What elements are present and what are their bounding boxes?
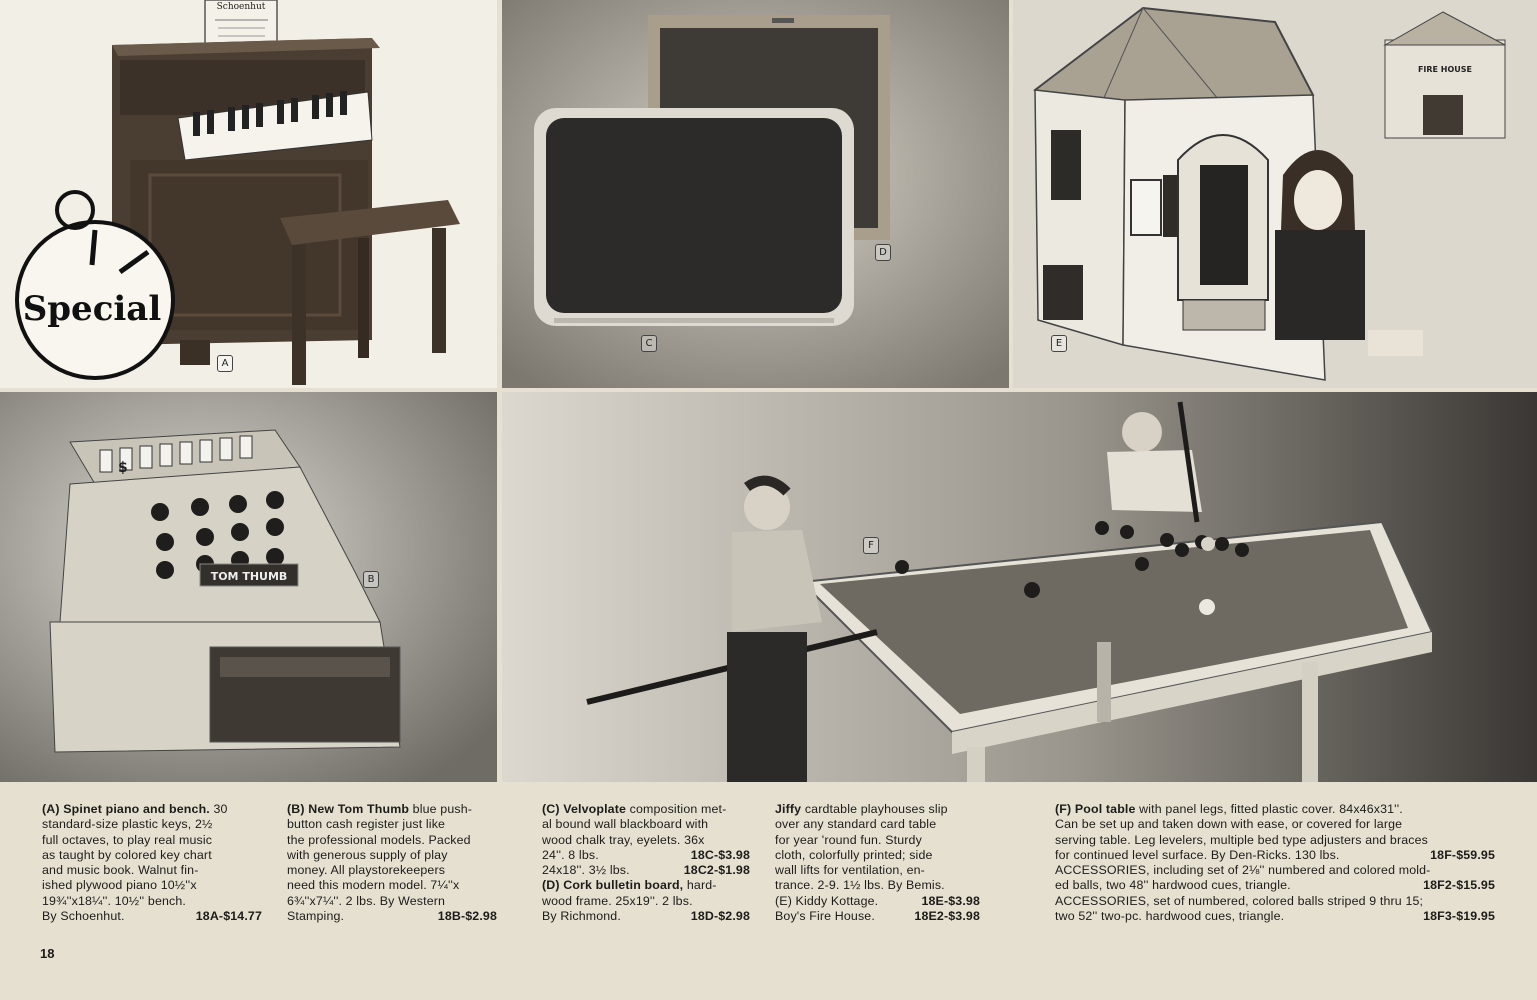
copy-column-b-register [287,802,497,924]
photo-c-label: C [641,335,657,352]
copy-c-line: al bound wall blackboard with [542,817,709,832]
copy-a-line: standard-size plastic keys, 2½ [42,817,213,832]
copy-e-line: over any standard card table [775,817,937,832]
copy-f2-price-line: ed balls, two 48'' hardwood cues, triangle. 18F2-$15.95 [1055,878,1495,893]
dollar-key: $ [118,460,128,476]
copy-f-line: serving table. Leg levelers, multiple bed type adjusters and braces [1055,832,1429,847]
copy-e2-price-line: Boy's Fire House. 18E2-$3.98 [775,909,980,924]
special-badge-text: Special [22,289,162,329]
copy-e-price-line: (E) Kiddy Kottage. 18E-$3.98 [775,893,980,908]
copy-a-line: full octaves, to play real music [42,832,213,847]
photo-e-label: E [1051,335,1067,352]
price-18e2: 18E2-$3.98 [914,909,980,924]
copy-d-line-0: (D) Cork bulletin board, hard- [542,878,717,893]
copy-column-cd-boards [542,802,750,924]
copy-column-f-pool-table [1055,802,1495,924]
copy-a-price-line: By Schoenhut. 18A-$14.77 [42,909,262,924]
photo-e-playhouse [1013,0,1537,388]
photo-b-cash-register [0,392,497,782]
photo-f-label: F [863,537,879,554]
pool-table-illustration [502,392,1537,782]
copy-b-line-0: (B) New Tom Thumb blue push- [287,802,473,816]
copy-e-line: wall lifts for ventilation, en- [775,863,925,878]
copy-c-price-line: 24''. 8 lbs. 18C-$3.98 [542,847,750,862]
copy-c2-price-line: 24x18''. 3½ lbs. 18C2-$1.98 [542,863,750,878]
price-18c2: 18C2-$1.98 [683,863,750,878]
copy-f-price-line: for continued level surface. By Den-Ricks. 130 lbs. 18F-$59.95 [1055,847,1495,862]
copy-e-line-0: Jiffy cardtable playhouses slip [775,802,948,816]
copy-b-price-line: Stamping. 18B-$2.98 [287,909,497,924]
copy-column-a-piano [42,802,262,924]
photo-a-label: A [217,355,233,372]
copy-a-line: ished plywood piano 10½''x [42,878,197,893]
copy-f-line: Can be set up and taken down with ease, or covered for large [1055,817,1403,832]
copy-e-line: for year 'round fun. Sturdy [775,832,922,847]
copy-column-e-playhouses [775,802,980,924]
price-18f3: 18F3-$19.95 [1423,909,1495,924]
copy-e-line: cloth, colorfully printed; side [775,847,933,862]
price-18e: 18E-$3.98 [921,893,980,908]
blackboards-illustration [502,0,1009,388]
price-18a: 18A-$14.77 [195,909,262,924]
piano-illustration [0,0,497,388]
copy-d-price-line: By Richmond. 18D-$2.98 [542,909,750,924]
price-18f2: 18F2-$15.95 [1423,878,1495,893]
copy-c-line-0: (C) Velvoplate composition met- [542,802,727,816]
music-book-title: Schoenhut [216,2,266,12]
page-number: 18 [40,946,55,961]
playhouse-illustration [1013,0,1537,388]
copy-d-line: wood frame. 25x19''. 2 lbs. [542,893,693,908]
copy-f-line: ACCESSORIES, set of numbered, colored balls striped 9 thru 15; [1055,893,1424,908]
copy-f3-price-line: two 52'' two-pc. hardwood cues, triangle. 18F3-$19.95 [1055,909,1495,924]
price-18c: 18C-$3.98 [690,847,750,862]
copy-a-line: as taught by colored key chart [42,847,212,862]
copy-a-line: and music book. Walnut fin- [42,863,199,878]
photo-d-label: D [875,244,891,261]
copy-c-line: wood chalk tray, eyelets. 36x [542,832,705,847]
copy-b-line: money. All playstorekeepers [287,863,446,878]
photo-cd-blackboards [502,0,1009,388]
price-18f: 18F-$59.95 [1430,847,1495,862]
cash-register-illustration [0,392,497,782]
photo-a-spinet-piano [0,0,497,388]
copy-b-line: with generous supply of play [287,847,448,862]
copy-f-line-0: (F) Pool table with panel legs, fitted plastic cover. 84x46x31''. [1055,802,1403,816]
copy-b-line: need this modern model. 7¼''x [287,878,460,893]
copy-f-line: ACCESSORIES, including set of 2⅛'' numbered and colored mold- [1055,863,1431,878]
fire-house-sign: FIRE HOUSE [1417,65,1473,74]
photo-f-pool-table [502,392,1537,782]
copy-b-line: 6¾''x7¼''. 2 lbs. By Western [287,893,446,908]
photo-b-label: B [363,571,379,588]
copy-e-line: trance. 2-9. 1½ lbs. By Bemis. [775,878,945,893]
copy-a-line-0: (A) Spinet piano and bench. 30 [42,802,228,816]
copy-b-line: the professional models. Packed [287,832,471,847]
price-18d: 18D-$2.98 [690,909,750,924]
copy-b-line: button cash register just like [287,817,446,832]
copy-a-line: 19¾''x18¼''. 10½'' bench. [42,893,187,908]
price-18b: 18B-$2.98 [437,909,497,924]
tom-thumb-plate-text: TOM THUMB [210,570,288,583]
